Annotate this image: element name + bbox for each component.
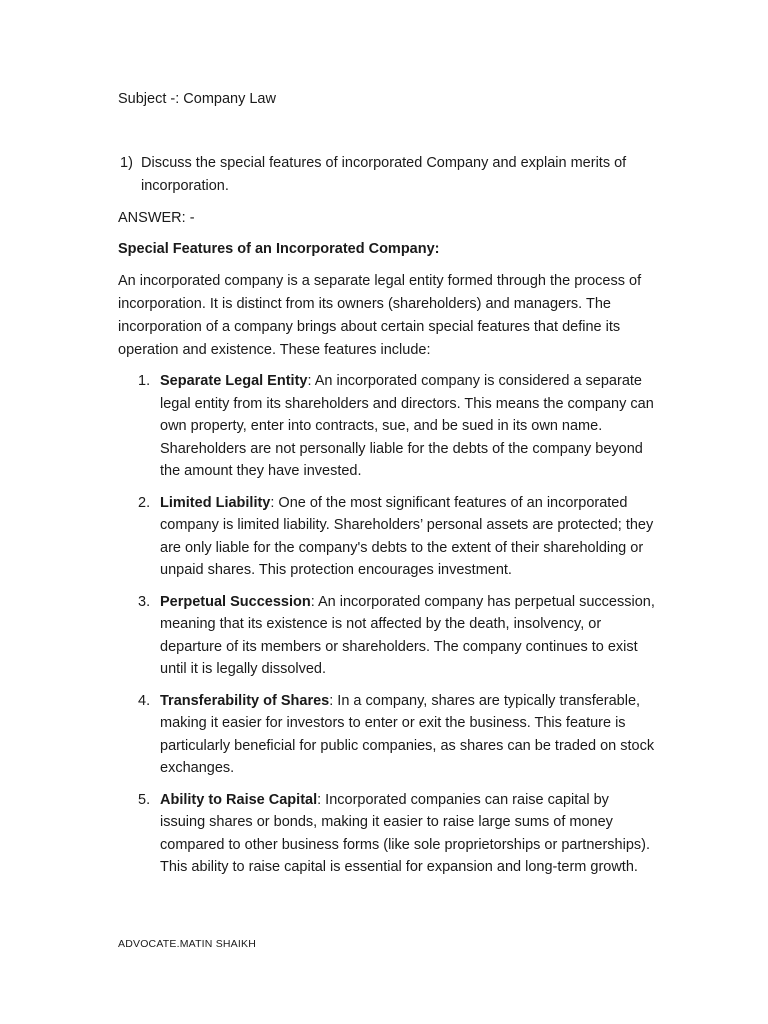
intro-paragraph: An incorporated company is a separate legal entity formed through the process of incorporation. It is distinct from its owners (shareholders) and managers. The incorporation of a company brings about certain special features that define its operation and existence. These features include: [118,273,642,358]
feature-term: Limited Liability [160,494,271,511]
feature-item [118,789,658,879]
question-text: Discuss the special features of incorporated Company and explain merits of incorporation. [141,155,627,194]
feature-number: 5. [138,791,151,808]
feature-term: Ability to Raise Capital [160,791,318,808]
answer-label: ANSWER: - [118,210,195,226]
features-list [118,370,658,888]
question-item [118,152,658,198]
feature-item [118,370,658,483]
feature-text: : Incorporated companies can raise capital by issuing shares or bonds, making it easier to raise large sums of money compared to other business forms (like sole proprietorships or partnerships). This ability to raise capital is essential for expansion and long-term growth. [160,791,650,875]
feature-text: : An incorporated company has perpetual succession, meaning that its existence is not affected by the death, insolvency, or departure of its members or shareholders. The company continues to exist until it is legally dissolved. [160,593,655,677]
feature-item [118,492,658,582]
subject-line: Subject -: Company Law [118,91,276,107]
feature-number: 4. [138,692,151,709]
question-number: 1) [120,155,133,171]
feature-text: : In a company, shares are typically transferable, making it easier for investors to enter or exit the business. This feature is particularly beneficial for public companies, as shares can be traded on stock exchanges. [160,692,655,776]
feature-term: Perpetual Succession [160,593,311,610]
feature-text: : An incorporated company is considered a separate legal entity from its shareholders and directors. This means the company can own property, enter into contracts, sue, and be sued in its own name. Shareholders are not personally liable for the debts of the company beyond the amount they have invested. [160,373,654,479]
feature-term: Transferability of Shares [160,692,330,709]
feature-text: : One of the most significant features of an incorporated company is limited liability. Shareholders’ personal assets are protected; they are only liable for the company's debts to the extent of their shareholding or unpaid shares. This protection encourages investment. [160,494,654,578]
feature-item [118,690,658,780]
feature-number: 3. [138,593,151,610]
section-heading: Special Features of an Incorporated Company: [118,241,440,257]
feature-item [118,591,658,681]
feature-number: 1. [138,373,151,389]
page-footer: ADVOCATE.MATIN SHAIKH [118,938,256,950]
feature-term: Separate Legal Entity [160,373,308,389]
feature-number: 2. [138,494,151,511]
